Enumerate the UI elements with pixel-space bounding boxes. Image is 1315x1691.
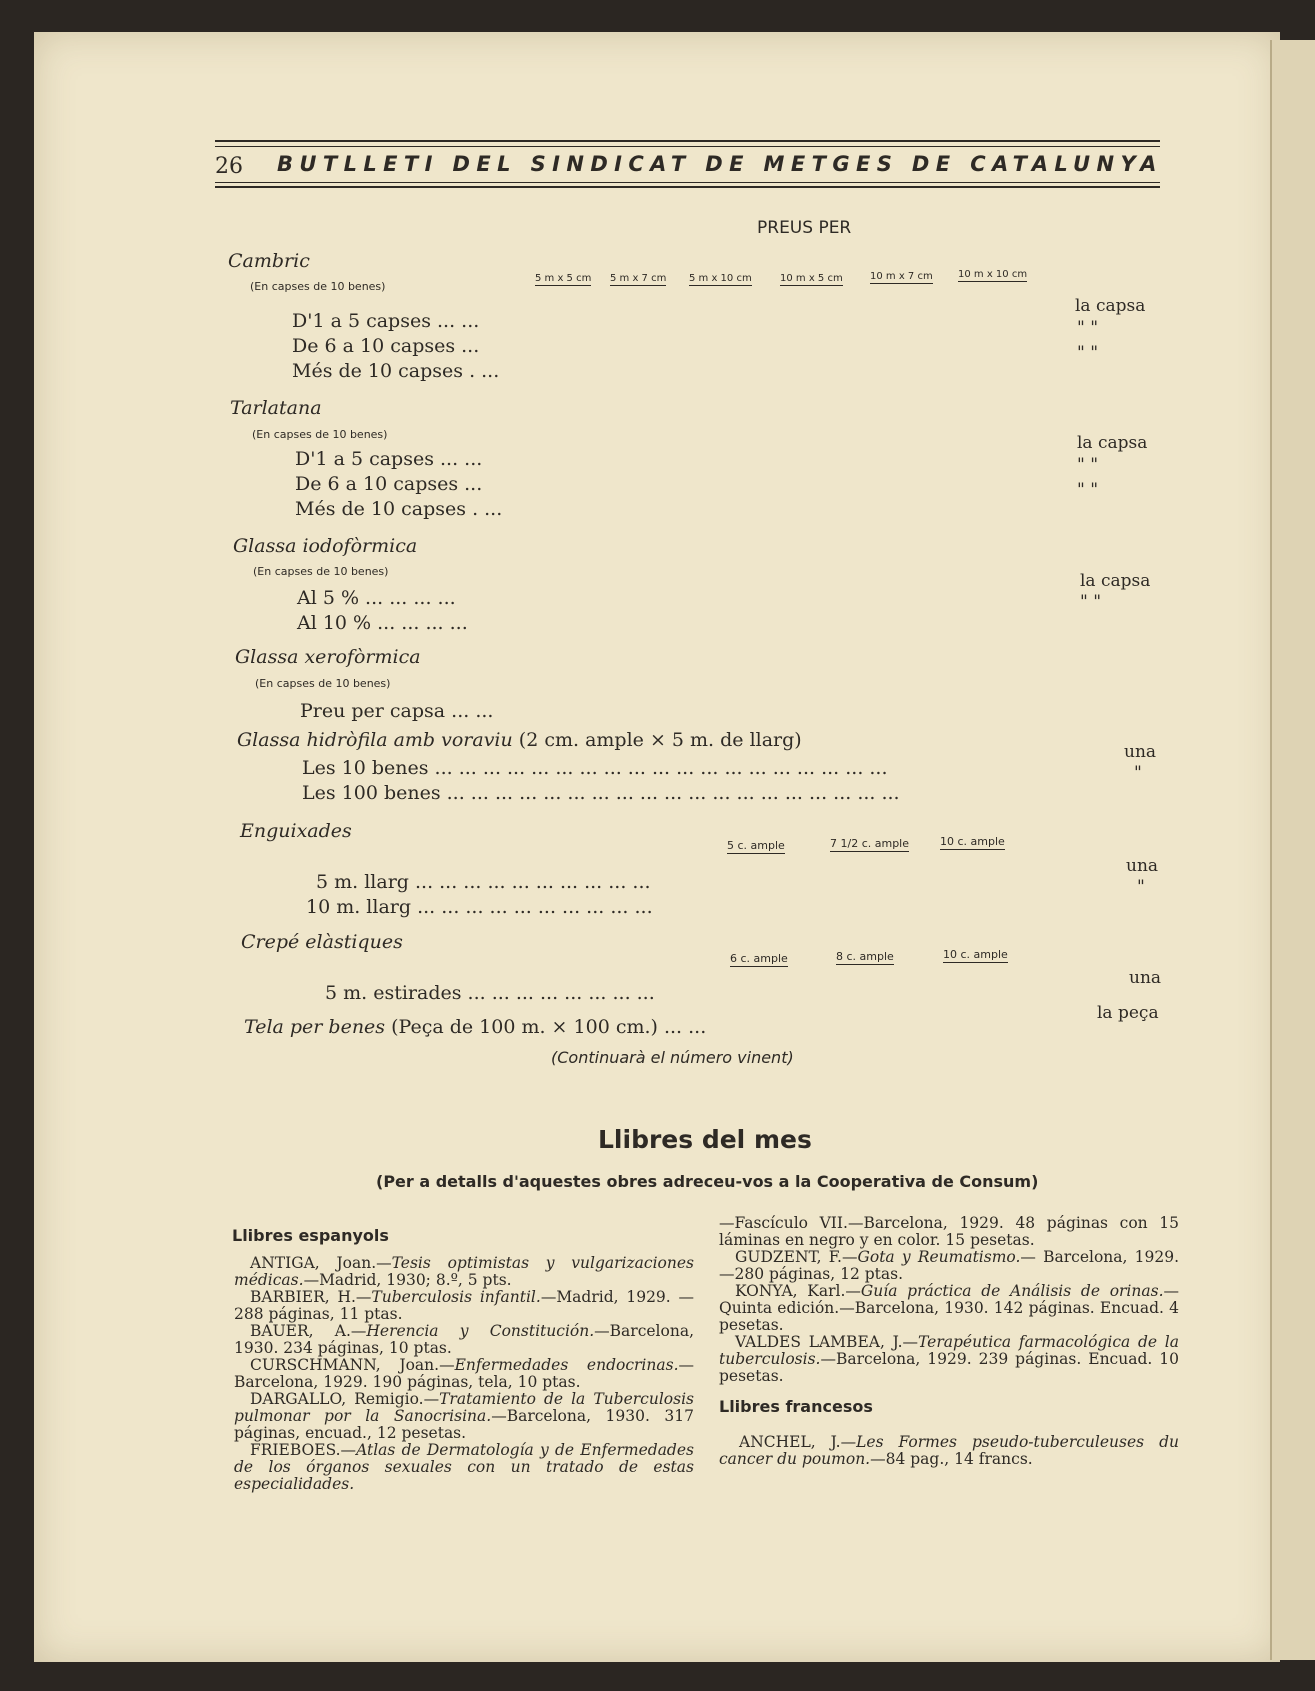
glassa-iodoformica-row-2: Al 10 % ... ... ... ... — [297, 612, 468, 634]
book-entry — [234, 1289, 694, 1323]
book-entry-continued: —Fascículo VII.—Barcelona, 1929. 48 páginas con 15 láminas en negro y en color. 15 pesetas. — [719, 1214, 1179, 1249]
book-title: Les Formes pseudo-tuberculeuses du cancer du poumon. — [719, 1433, 1179, 1468]
glassa-hidrofila-row-1: Les 10 benes ... ... ... ... ... ... ... ... ... ... ... ... ... ... ... ... ... ... ... — [302, 757, 888, 779]
product-crepe-elastiques: Crepé elàstiques — [241, 931, 403, 953]
book-author: BARBIER, H.— — [250, 1288, 372, 1306]
cambric-row-2: De 6 a 10 capses ... — [292, 335, 480, 357]
book-details: — Barcelona, 1929.—280 páginas, 12 ptas. — [719, 1248, 1180, 1283]
next-page-edge — [1270, 40, 1315, 1660]
book-author: CURSCHMANN, Joan.— — [250, 1356, 455, 1374]
spanish-books-column-left — [234, 1255, 694, 1493]
book-author: KONYA, Karl.— — [735, 1282, 861, 1300]
size-column-5: 10 m x 7 cm — [870, 271, 933, 282]
books-section-title: Llibres del mes — [598, 1125, 812, 1154]
french-books-heading: Llibres francesos — [719, 1397, 873, 1416]
book-author: GUDZENT, F.— — [735, 1248, 858, 1266]
book-entry — [719, 1249, 1179, 1283]
cambric-unit-3: " " — [1077, 343, 1099, 363]
book-entry — [719, 1434, 1179, 1468]
book-author: VALDES LAMBEA, J.— — [735, 1333, 919, 1351]
book-entry — [719, 1283, 1179, 1334]
book-entry — [234, 1255, 694, 1289]
books-section-subtitle: (Per a detalls d'aquestes obres adreceu-vos a la Cooperativa de Consum) — [376, 1172, 1039, 1191]
enguixades-row-2: 10 m. llarg ... ... ... ... ... ... ... ... ... ... — [306, 896, 653, 918]
tela-per-benes-note: (Peça de 100 m. × 100 cm.) ... ... — [391, 1016, 707, 1038]
tela-per-benes-unit: la peça — [1097, 1003, 1159, 1023]
tela-per-benes-name: Tela per benes — [244, 1016, 386, 1038]
book-title: Terapéutica farmacológica de la tuberculosis. — [719, 1333, 1179, 1368]
enguixades-column-1: 5 c. ample — [727, 839, 785, 852]
glassa-iodoformica-note: (En capses de 10 benes) — [253, 565, 389, 578]
book-author: ANTIGA, Joan.— — [250, 1254, 392, 1272]
glassa-iodoformica-row-1: Al 5 % ... ... ... ... — [297, 587, 456, 609]
header-rule-bottom-thin — [215, 182, 1160, 183]
header-rule-top-thin — [215, 146, 1160, 147]
spanish-books-column-right — [719, 1215, 1179, 1468]
product-glassa-iodoformica: Glassa iodofòrmica — [233, 535, 418, 557]
cambric-row-1: D'1 a 5 capses ... ... — [292, 310, 480, 332]
tarlatana-unit-1: la capsa — [1077, 433, 1148, 453]
book-author: ANCHEL, J.— — [739, 1433, 857, 1451]
book-entry — [234, 1442, 694, 1493]
book-author: FRIEBOES.— — [250, 1441, 357, 1459]
continues-note: (Continuarà el número vinent) — [551, 1048, 794, 1067]
book-details: —Barcelona, 1929. 239 páginas. Encuad. 10 pesetas. — [719, 1350, 1179, 1385]
tarlatana-row-3: Més de 10 capses . ... — [295, 498, 503, 520]
size-column-3: 5 m x 10 cm — [689, 273, 752, 284]
glassa-hidrofila-row-2: Les 100 benes ... ... ... ... ... ... ... ... ... ... ... ... ... ... ... ... ... ... ... — [302, 782, 900, 804]
glassa-xeroformica-row-1: Preu per capsa ... ... — [300, 700, 494, 722]
book-title: Tesis optimistas y vulgarizaciones médicas. — [234, 1254, 694, 1289]
book-title: Guía práctica de Análisis de orinas. — [860, 1282, 1164, 1300]
product-tarlatana: Tarlatana — [230, 397, 322, 419]
tarlatana-note: (En capses de 10 benes) — [252, 428, 388, 441]
product-cambric: Cambric — [228, 250, 310, 272]
glassa-hidrofila-note: (2 cm. ample × 5 m. de llarg) — [518, 729, 802, 751]
crepe-row-1: 5 m. estirades ... ... ... ... ... ... ... ... — [325, 982, 655, 1004]
product-tela-per-benes — [244, 1016, 706, 1038]
glassa-hidrofila-name: Glassa hidròfila amb voraviu — [237, 729, 513, 751]
cambric-unit-1: la capsa — [1075, 296, 1146, 316]
size-column-1: 5 m x 5 cm — [535, 273, 592, 284]
running-header — [215, 140, 1163, 190]
book-title: Enfermedades endocrinas. — [454, 1356, 679, 1374]
glassa-iodoformica-unit-1: la capsa — [1080, 571, 1151, 591]
enguixades-unit-1: una — [1126, 856, 1159, 876]
glassa-hidrofila-unit-1: una — [1124, 742, 1157, 762]
book-entry — [234, 1391, 694, 1442]
book-title: Atlas de Dermatología y de Enfermedades de los órganos sexuales con un tratado de estas especialidades. — [234, 1441, 694, 1493]
crepe-column-3: 10 c. ample — [943, 948, 1008, 961]
book-entry — [719, 1334, 1179, 1385]
book-author: BAUER, A.— — [250, 1322, 367, 1340]
prices-header: PREUS PER — [757, 218, 852, 238]
tarlatana-row-2: De 6 a 10 capses ... — [295, 473, 483, 495]
crepe-unit-1: una — [1129, 968, 1162, 988]
header-rule-top — [215, 140, 1160, 142]
glassa-hidrofila-unit-2: " — [1134, 763, 1142, 783]
journal-title: BUTLLETI DEL SINDICAT DE METGES DE CATALUNYA — [277, 152, 1163, 176]
cambric-unit-2: " " — [1077, 318, 1099, 338]
book-author: DARGALLO, Remigio.— — [250, 1390, 440, 1408]
book-details: —Barcelona, 1930. 234 páginas, 10 ptas. — [234, 1322, 694, 1357]
crepe-column-1: 6 c. ample — [730, 952, 788, 965]
book-entry — [234, 1323, 694, 1357]
tarlatana-unit-2: " " — [1077, 455, 1099, 475]
book-title: Herencia y Constitución. — [366, 1322, 595, 1340]
product-enguixades: Enguixades — [240, 820, 352, 842]
product-glassa-hidrofila — [237, 729, 802, 751]
enguixades-column-2: 7 1/2 c. ample — [830, 837, 909, 850]
book-title: Gota y Reumatismo. — [857, 1248, 1021, 1266]
page-number: 26 — [215, 154, 243, 179]
glassa-iodoformica-unit-2: " " — [1080, 592, 1102, 612]
crepe-column-2: 8 c. ample — [836, 950, 894, 963]
size-column-2: 5 m x 7 cm — [610, 273, 667, 284]
enguixades-column-3: 10 c. ample — [940, 835, 1005, 848]
tarlatana-unit-3: " " — [1077, 480, 1099, 500]
book-details: —Madrid, 1929. —288 páginas, 11 ptas. — [234, 1288, 694, 1323]
book-details: —Barcelona, 1930. 317 páginas, encuad., 12 pesetas. — [234, 1407, 694, 1442]
book-details: —Madrid, 1930; 8.º, 5 pts. — [303, 1271, 512, 1289]
spanish-books-heading: Llibres espanyols — [232, 1226, 389, 1245]
book-details: —Barcelona, 1929. 190 páginas, tela, 10 ptas. — [234, 1356, 694, 1391]
book-details: —Quinta edición.—Barcelona, 1930. 142 páginas. Encuad. 4 pesetas. — [719, 1282, 1179, 1334]
enguixades-unit-2: " — [1137, 877, 1145, 897]
size-column-4: 10 m x 5 cm — [780, 273, 843, 284]
tarlatana-row-1: D'1 a 5 capses ... ... — [295, 448, 483, 470]
size-column-6: 10 m x 10 cm — [958, 269, 1028, 280]
book-title: Tuberculosis infantil. — [371, 1288, 541, 1306]
cambric-row-3: Més de 10 capses . ... — [292, 360, 500, 382]
header-rule-bottom — [215, 186, 1160, 188]
glassa-xeroformica-note: (En capses de 10 benes) — [255, 677, 391, 690]
cambric-note: (En capses de 10 benes) — [250, 280, 386, 293]
enguixades-row-1: 5 m. llarg ... ... ... ... ... ... ... ... ... ... — [316, 871, 651, 893]
product-glassa-xeroformica: Glassa xerofòrmica — [235, 646, 421, 668]
book-details: —84 pag., 14 francs. — [870, 1450, 1033, 1468]
book-entry — [234, 1357, 694, 1391]
book-title: Tratamiento de la Tuberculosis pulmonar por la Sanocrisina. — [234, 1390, 694, 1425]
